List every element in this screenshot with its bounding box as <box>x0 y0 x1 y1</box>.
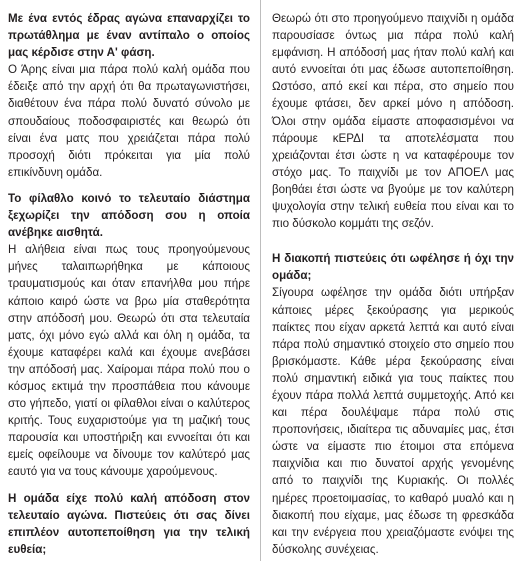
paragraph-gap <box>8 181 250 190</box>
question-2: Το φίλαθλο κοινό το τελευταίο διάστημα ξεχωρίζει την απόδοση σου η οποία ανέβηκε αισθητά. <box>8 191 250 240</box>
paragraph-gap <box>8 481 250 490</box>
answer-3: Θεωρώ ότι στο προηγούμενο παιχνίδι η ομάδα παρουσίασε όντως μια πάρα πολύ καλή εμφάνιση. Η απόδοσή μας ήταν πολύ καλή και αυτό εννοείται ότι μας έδωσε αυτοπεποίθηση. Ωστόσο, από εκεί και πέρα, στο σημείο που έχουμε φτάσει, δεν αρκεί μόνο η απόδοση. Όλοι στην ομάδα είμαστε αποφασισμένοι να πάρουμε κΕΡΔΙ τα αποτελέσματα που χρειάζονται έτσι ώστε η να καταφέρουμε τον στόχο μας. Το παιχνίδι με τον ΑΠΟΕΛ μας βοηθάει έτσι ώστε να βγούμε με τον καλύτερη ψυχολογία στην τελική ευθεία που είναι και το πιο δύσκολο κομμάτι της σεζόν. <box>272 12 514 231</box>
left-column <box>8 10 250 558</box>
answer-4: Σίγουρα ωφέλησε την ομάδα διότι υπήρξαν κάποιες μέρες ξεκούρασης για μερικούς παίκτες που είχαν αρκετά λεπτά και αυτό είναι πάρα πολύ σημαντικό στοιχείο στο σημείο που βρισκόμαστε. Κάθε μέρα ξεκούρασης είναι πολύ σημαντική ειδικά για τους παίκτες που έχουν πάρα πολλά λεπτά συμμετοχής. Από κει και πέρα δουλέψαμε πάρα πολύ στις προπονήσεις, ιδιαίτερα τις αδυναμίες μας, έτσι ώστε να είμαστε πιο έτοιμοι στα επόμενα παιχνίδια και πιο δυνατοί αρχής γενομένης από το παιχνίδι της Κυριακής. Οι πολλές ημέρες προετοιμασίας, το καθαρό μυαλό και η διακοπή που είχαμε, μας έδωσε τη φρεσκάδα και την ενέργεια που χρειαζόμαστε ενόψει της δύσκολης συνέχειας. <box>272 286 514 556</box>
question-3: Η ομάδα είχε πολύ καλή απόδοση στον τελευταίο αγώνα. Πιστεύεις ότι σας δίνει επιπλέον αυτοπεποίθηση για την τελική ευθεία; <box>8 491 250 556</box>
paragraph-gap <box>272 232 514 250</box>
answer-2: Η αλήθεια είναι πως τους προηγούμενους μήνες ταλαιπωρήθηκα με κάποιους τραυματισμούς και όταν επανήλθα μου πήρε κάποιο καιρό ώστε να βρω μία σταθερότητα στην απόδοσή μου. Θεωρώ ότι στα τελευταία ματς, όχι μόνο εγώ αλλά και όλη η ομάδα, τα έχουμε καταφέρει καλά και έχουμε ανεβάσει την απόδοσή μας. Χαίρομαι πάρα πολύ που ο κόσμος εκτιμά την προσπάθεια που κάνουμε στο γήπεδο, γιατί οι φίλαθλοι είναι ο καλύτερος κριτής. Τους ευχαριστούμε για τη μαζική τους παρουσία και υποστήριξη και εννοείται ότι και εμείς οφείλουμε να δίνουμε τον καλύτερό μας εαυτό για να τους κάνουμε χαρούμενους. <box>8 243 250 479</box>
question-4: Η διακοπή πιστεύεις ότι ωφέλησε ή όχι την ομάδα; <box>272 252 514 283</box>
answer-1: Ο Άρης είναι μια πάρα πολύ καλή ομάδα που έδειξε από την αρχή ότι θα πρωταγωνιστήσει, διαθέτουν ένα πάρα πολύ δυνατό σύνολο με σπουδαίους ποδοσφαιριστές και θεωρώ ότι είναι ένα ματς που χρειάζεται πάρα πολύ προσοχή διότι πρόκειται για μία πολύ επικίνδυνη ομάδα. <box>8 63 250 179</box>
right-column <box>272 10 514 558</box>
column-divider <box>260 0 261 561</box>
question-1: Με ένα εντός έδρας αγώνα επαναρχίζει το πρωτάθλημα με έναν αντίπαλο ο οποίος μας κέρδισε στην Α' φάση. <box>8 12 250 60</box>
